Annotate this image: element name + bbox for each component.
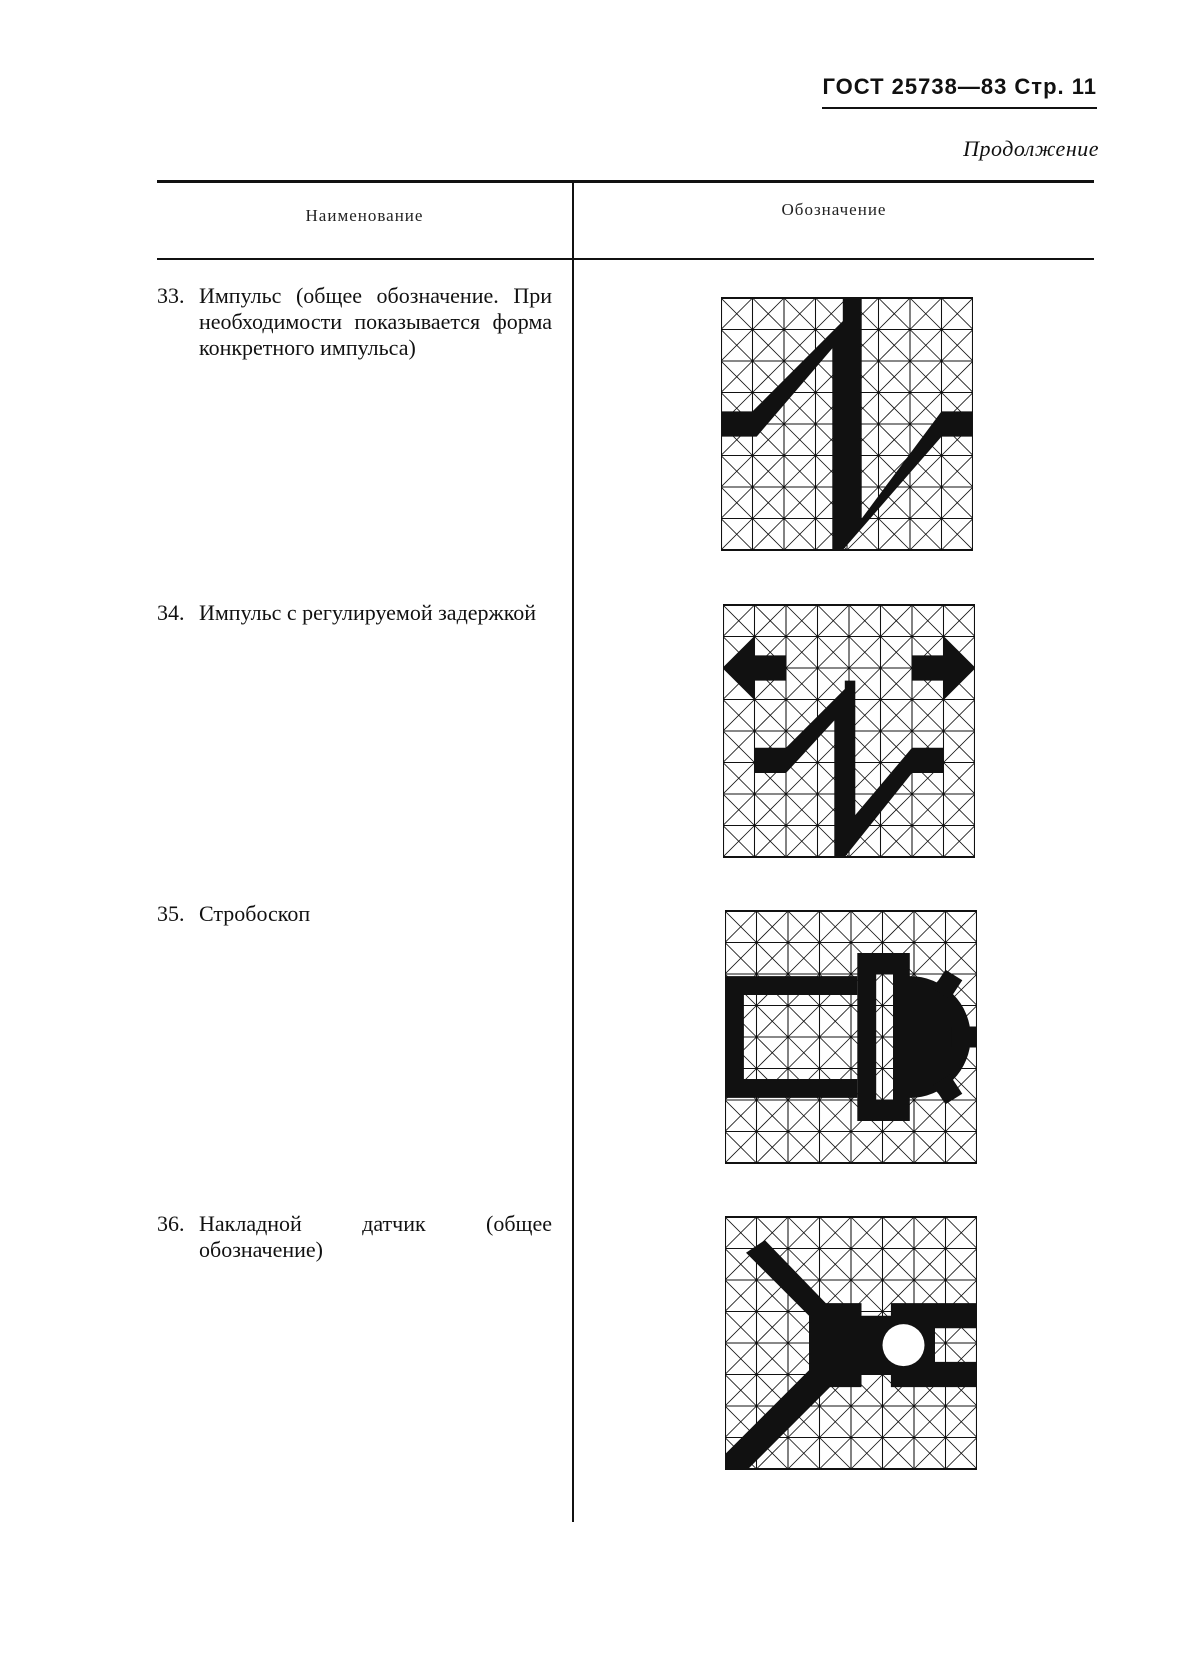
row-text: Накладной датчик (общее обозначение) — [199, 1211, 552, 1262]
table-row-33-name — [157, 283, 552, 361]
table-column-divider — [572, 182, 574, 1522]
overlay-sensor-symbol — [725, 1215, 977, 1471]
row-number: 34. — [157, 600, 185, 625]
column-header-symbol: Обозначение — [781, 200, 887, 219]
table-row-36-name — [157, 1211, 552, 1263]
document-code — [822, 74, 1097, 100]
overlay-sensor-symbol-graphic — [725, 1215, 977, 1471]
pulse-symbol — [721, 296, 973, 552]
table-row-35-name — [157, 901, 552, 927]
row-number: 36. — [157, 1211, 185, 1236]
table-top-rule — [157, 180, 1094, 183]
table-header-rule — [157, 258, 1094, 260]
stroboscope-symbol — [725, 909, 977, 1165]
row-text: Импульс с регулируемой задержкой — [199, 600, 537, 625]
continuation-label: Продолжение — [963, 136, 1099, 161]
row-text: Импульс (общее обозначение. При необходимости показывается форма конкретного импульса) — [199, 283, 552, 360]
row-text: Стробоскоп — [199, 901, 311, 926]
document-code-text: ГОСТ 25738—83 Стр. 11 — [822, 74, 1097, 99]
adjustable-delay-pulse-symbol-graphic — [723, 603, 975, 859]
stroboscope-symbol-graphic — [725, 909, 977, 1165]
document-code-underline — [822, 107, 1097, 109]
adjustable-delay-pulse-symbol — [723, 603, 975, 859]
table-row-34-name — [157, 600, 552, 626]
row-number: 33. — [157, 283, 185, 308]
column-header-name: Наименование — [305, 206, 424, 225]
row-number: 35. — [157, 901, 185, 926]
pulse-symbol-graphic — [721, 296, 973, 552]
